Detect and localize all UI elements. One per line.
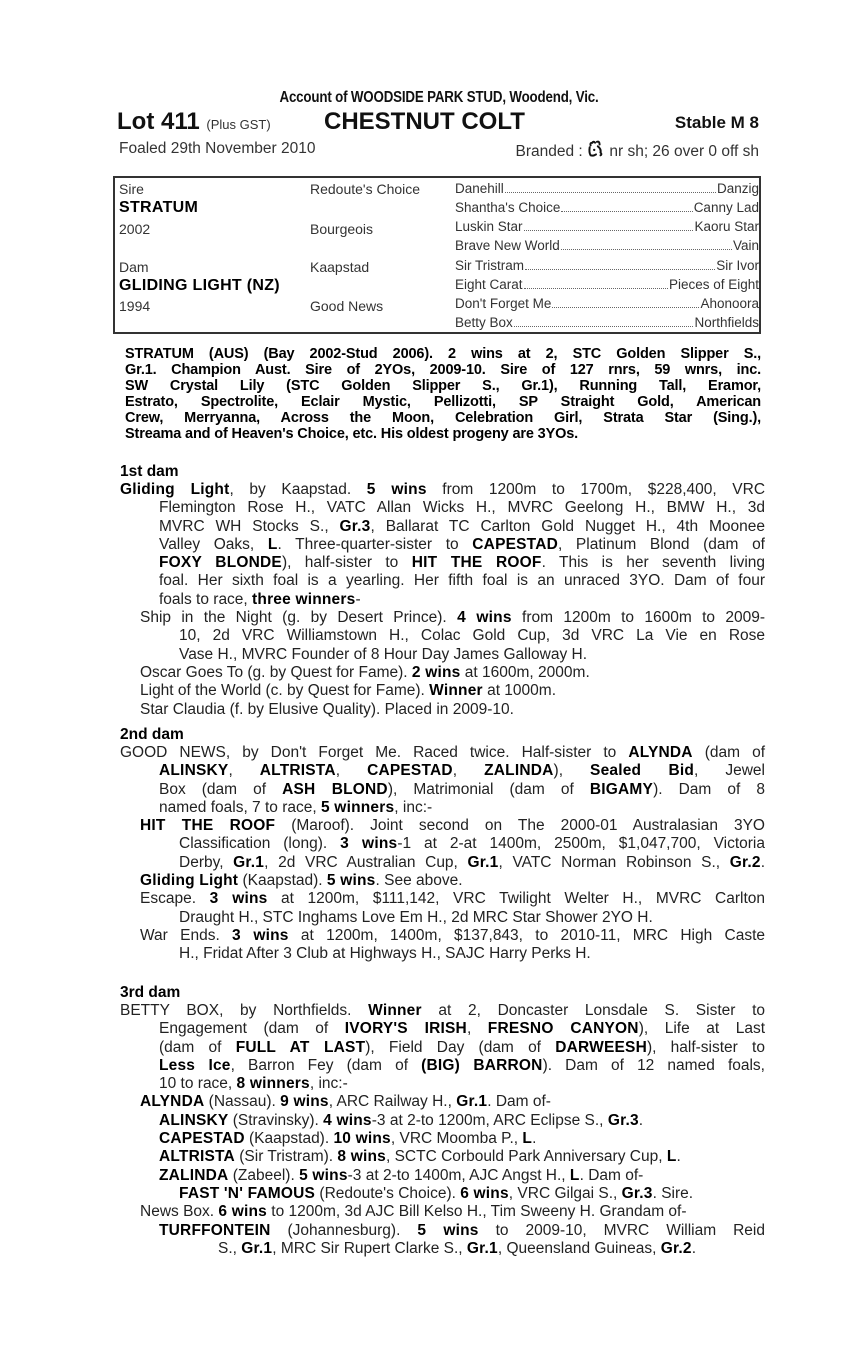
emphasis: ALINSKY — [159, 1111, 229, 1129]
lot-label: Lot 411 — [117, 108, 200, 135]
text-line: Less Ice, Barron Fey (dam of (BIG) BARRON). Dam of 12 named foals, — [159, 1056, 765, 1074]
brand-mark-icon — [587, 140, 605, 158]
emphasis: 3 wins — [340, 835, 398, 853]
sire-summary-line: STRATUM (AUS) (Bay 2002-Stud 2006). 2 wins at 2, STC Golden Slipper S., — [125, 346, 761, 362]
emphasis: 6 wins — [218, 1203, 267, 1221]
emphasis: CAPESTAD — [367, 762, 453, 780]
section-heading: 2nd dam — [120, 726, 184, 743]
emphasis: 5 wins — [417, 1221, 479, 1239]
text-line: Flemington Rose H., VATC Allan Wicks H., MVRC Geelong H., BMW H., 3d — [159, 499, 765, 517]
emphasis: 8 wins — [337, 1148, 386, 1166]
dam-sire: Kaapstad — [310, 259, 370, 275]
sire-name: STRATUM — [119, 199, 199, 216]
emphasis: L — [569, 1166, 580, 1184]
emphasis: 3 wins — [209, 890, 268, 908]
first-dam-section — [113, 463, 765, 719]
great-grandparent-row: Don't Forget Me Ahonoora — [455, 296, 759, 311]
section-heading: 1st dam — [120, 463, 179, 480]
text-line: ALINSKY, ALTRISTA, CAPESTAD, ZALINDA), Sealed Bid, Jewel — [159, 762, 765, 780]
emphasis: IVORY'S IRISH — [344, 1020, 467, 1038]
emphasis: 5 wins — [366, 481, 427, 498]
text-line: ZALINDA (Zabeel). 5 wins-3 at 2-to 1400m, AJC Angst H., L. Dam of- — [159, 1166, 644, 1184]
emphasis: Less Ice — [159, 1056, 231, 1074]
emphasis: 6 wins — [460, 1184, 509, 1202]
section-heading: 3rd dam — [120, 984, 181, 1001]
emphasis: DARWEESH — [555, 1038, 647, 1056]
sire-dam: Bourgeois — [310, 221, 374, 237]
catalogue-page — [113, 88, 766, 1257]
branded-detail: nr sh; 26 over 0 off sh — [609, 143, 759, 160]
great-grandparent-row: Luskin Star Kaoru Star — [455, 219, 759, 234]
pedigree-box — [113, 176, 761, 334]
emphasis: 4 wins — [323, 1111, 372, 1129]
emphasis: 4 wins — [457, 609, 512, 627]
emphasis: L — [666, 1148, 677, 1166]
third-dam-section — [113, 984, 765, 1258]
text-line: Escape. 3 wins at 1200m, $111,142, VRC Twilight Welter H., MVRC Carlton — [140, 890, 766, 908]
emphasis: HIT THE ROOF — [411, 554, 542, 572]
emphasis: Gr.1 — [467, 853, 499, 871]
vendor-account: Account of WOODSIDE PARK STUD, Woodend, Vic. — [279, 89, 599, 106]
emphasis: 8 winners — [236, 1075, 310, 1093]
text-line: ALYNDA (Nassau). 9 wins, ARC Railway H., Gr.1. Dam of- — [140, 1093, 551, 1111]
emphasis: Gr.3 — [339, 517, 371, 535]
emphasis: 2 wins — [411, 663, 461, 681]
text-line: 10 to race, 8 winners, inc:- — [159, 1075, 348, 1093]
text-line: Derby, Gr.1, 2d VRC Australian Cup, Gr.1, VATC Norman Robinson S., Gr.2. — [179, 853, 765, 871]
text-line: HIT THE ROOF (Maroof). Joint second on The 2000-01 Australasian 3YO — [140, 817, 765, 835]
emphasis: ASH BLOND — [282, 780, 388, 798]
emphasis: L — [522, 1130, 533, 1148]
text-line: FAST 'N' FAMOUS (Redoute's Choice). 6 wins, VRC Gilgai S., Gr.3. Sire. — [179, 1184, 694, 1202]
dam-year: 1994 — [119, 298, 151, 314]
sire-summary-line: Crew, Merryanna, Across the Moon, Celebration Girl, Strata Star (Sing.), — [125, 410, 761, 426]
sire-summary-line: Gr.1. Champion Aust. Sire of 2YOs, 2009-10. Sire of 127 rnrs, 59 wnrs, inc. — [125, 362, 761, 378]
sire-label: Sire — [119, 181, 144, 197]
dam-dam: Good News — [310, 298, 384, 314]
great-grandparent-row: Danehill Danzig — [455, 181, 759, 196]
branded-label: Branded : — [515, 143, 583, 160]
second-dam-text — [113, 744, 765, 964]
first-dam-text — [113, 481, 765, 719]
text-line: H., Fridat After 3 Club at Highways H., SAJC Harry Perks H. — [179, 945, 591, 963]
emphasis: HIT THE ROOF — [140, 817, 276, 835]
plus-gst-note: (Plus GST) — [206, 117, 271, 132]
emphasis: Gr.1 — [241, 1239, 273, 1257]
text-line: Gliding Light, by Kaapstad. 5 wins from 1200m to 1700m, $228,400, VRC — [120, 481, 766, 498]
sire-summary-line: SW Crystal Lily (STC Golden Slipper S., Gr.1), Running Tall, Eramor, — [125, 378, 761, 394]
text-line: BETTY BOX, by Northfields. Winner at 2, Doncaster Lonsdale S. Sister to — [120, 1002, 765, 1019]
emphasis: (BIG) BARRON — [421, 1056, 543, 1074]
emphasis: Gr.3 — [607, 1111, 639, 1129]
emphasis: ALYNDA — [140, 1093, 205, 1111]
emphasis: Gr.3 — [621, 1184, 653, 1202]
text-line: War Ends. 3 wins at 1200m, 1400m, $137,843, to 2010-11, MRC High Caste — [140, 926, 765, 944]
emphasis: Gr.2 — [729, 853, 761, 871]
text-line: Engagement (dam of IVORY'S IRISH, FRESNO CANYON), Life at Last — [159, 1020, 766, 1038]
emphasis: FOXY BLONDE — [159, 554, 282, 572]
emphasis: Gr.1 — [466, 1239, 498, 1257]
emphasis: FAST 'N' FAMOUS — [179, 1184, 316, 1202]
emphasis: CAPESTAD — [472, 535, 558, 553]
stable-number: Stable M 8 — [674, 113, 759, 132]
great-grandparent-row: Sir Tristram Sir Ivor — [455, 258, 759, 273]
emphasis: Winner — [368, 1002, 422, 1019]
emphasis: ALYNDA — [628, 744, 693, 761]
text-line: FOXY BLONDE), half-sister to HIT THE ROOF. This is her seventh living — [159, 554, 766, 572]
text-line: S., Gr.1, MRC Sir Rupert Clarke S., Gr.1, Queensland Guineas, Gr.2. — [218, 1239, 696, 1257]
text-line: foal. Her sixth foal is a yearling. Her fifth foal is an unraced 3YO. Dam of four — [159, 572, 765, 590]
emphasis: Gliding Light — [140, 872, 239, 890]
emphasis: 5 wins — [299, 1166, 348, 1184]
dam-name: GLIDING LIGHT (NZ) — [119, 277, 280, 294]
text-line: TURFFONTEIN (Johannesburg). 5 wins to 2009-10, MVRC William Reid — [159, 1221, 765, 1239]
emphasis: three winners — [252, 590, 356, 608]
emphasis: ALTRISTA — [259, 762, 336, 780]
emphasis: Gr.1 — [233, 853, 265, 871]
text-line: Vase H., MVRC Founder of 8 Hour Day James Galloway H. — [179, 645, 588, 663]
emphasis: 10 wins — [333, 1130, 391, 1148]
text-line: named foals, 7 to race, 5 winners, inc:- — [159, 798, 433, 816]
text-line: Ship in the Night (g. by Desert Prince). 4 wins from 1200m to 1600m to 2009- — [140, 609, 766, 627]
emphasis: 5 winners — [320, 798, 395, 816]
text-line: Box (dam of ASH BLOND), Matrimonial (dam of BIGAMY). Dam of 8 — [159, 780, 765, 798]
emphasis: ALTRISTA — [159, 1148, 235, 1166]
brand-info — [516, 140, 759, 161]
emphasis: FULL AT LAST — [235, 1038, 366, 1056]
text-line: Valley Oaks, L. Three-quarter-sister to CAPESTAD, Platinum Blond (dam of — [159, 535, 765, 553]
text-line: CAPESTAD (Kaapstad). 10 wins, VRC Moomba P., L. — [159, 1130, 537, 1148]
foaled-date: Foaled 29th November 2010 — [119, 140, 316, 157]
emphasis: CAPESTAD — [159, 1130, 245, 1148]
text-line: 10, 2d VRC Williamstown H., Colac Gold Cup, 3d VRC La Vie en Rose — [179, 627, 765, 645]
sire-summary-line: Estrato, Spectrolite, Eclair Mystic, Pellizotti, SP Straight Gold, American — [125, 394, 761, 410]
emphasis: BIGAMY — [589, 780, 654, 798]
emphasis: Gliding Light — [120, 481, 230, 498]
sire-sire: Redoute's Choice — [310, 181, 421, 197]
sire-year: 2002 — [119, 221, 151, 237]
third-dam-text — [113, 1002, 765, 1258]
sire-summary-line: Streama and of Heaven's Choice, etc. His oldest progeny are 3YOs. — [125, 426, 579, 442]
text-line: MVRC WH Stocks S., Gr.3, Ballarat TC Carlton Gold Nugget H., 4th Moonee — [159, 517, 765, 535]
text-line: Oscar Goes To (g. by Quest for Fame). 2 wins at 1600m, 2000m. — [140, 663, 590, 681]
emphasis: Sealed Bid — [590, 762, 695, 780]
great-grandparent-row: Betty Box Northfields — [455, 315, 759, 330]
text-line: GOOD NEWS, by Don't Forget Me. Raced twice. Half-sister to ALYNDA (dam of — [120, 744, 765, 761]
lot-number — [117, 108, 271, 139]
emphasis: L — [267, 535, 278, 553]
emphasis: FRESNO CANYON — [487, 1020, 639, 1038]
great-grandparent-row: Eight Carat Pieces of Eight — [455, 277, 759, 292]
text-line: Light of the World (c. by Quest for Fame). Winner at 1000m. — [140, 682, 557, 700]
lot-line — [113, 108, 765, 136]
dam-label: Dam — [119, 259, 149, 275]
emphasis: ALINSKY — [159, 762, 229, 780]
text-line: Classification (long). 3 wins-1 at 2-at 1400m, 2500m, $1,047,700, Victoria — [179, 835, 765, 853]
emphasis: Winner — [429, 682, 483, 700]
emphasis: TURFFONTEIN — [159, 1221, 271, 1239]
text-line: Star Claudia (f. by Elusive Quality). Placed in 2009-10. — [140, 700, 514, 718]
emphasis: Gr.2 — [660, 1239, 692, 1257]
emphasis: 5 wins — [326, 872, 376, 890]
text-line: ALINSKY (Stravinsky). 4 wins-3 at 2-to 1200m, ARC Eclipse S., Gr.3. — [159, 1111, 644, 1129]
emphasis: Gr.1 — [456, 1093, 488, 1111]
text-line: Gliding Light (Kaapstad). 5 wins. See above. — [140, 872, 463, 890]
foal-line — [113, 136, 765, 160]
emphasis: ZALINDA — [159, 1166, 229, 1184]
text-line: (dam of FULL AT LAST), Field Day (dam of DARWEESH), half-sister to — [159, 1038, 765, 1056]
text-line: Draught H., STC Inghams Love Em H., 2d MRC Star Shower 2YO H. — [179, 908, 653, 926]
great-grandparent-row: Brave New World Vain — [455, 238, 759, 253]
emphasis: ZALINDA — [484, 762, 554, 780]
great-grandparent-row: Shantha's Choice Canny Lad — [455, 200, 759, 215]
text-line: News Box. 6 wins to 1200m, 3d AJC Bill Kelso H., Tim Sweeny H. Grandam of- — [140, 1203, 687, 1221]
emphasis: 9 wins — [280, 1093, 329, 1111]
text-line: ALTRISTA (Sir Tristram). 8 wins, SCTC Corbould Park Anniversary Cup, L. — [159, 1148, 681, 1166]
emphasis: 3 wins — [232, 926, 289, 944]
colour-sex: CHESTNUT COLT — [324, 108, 525, 135]
second-dam-section — [113, 726, 765, 964]
sire-summary — [125, 346, 761, 442]
text-line: foals to race, three winners- — [159, 590, 361, 608]
